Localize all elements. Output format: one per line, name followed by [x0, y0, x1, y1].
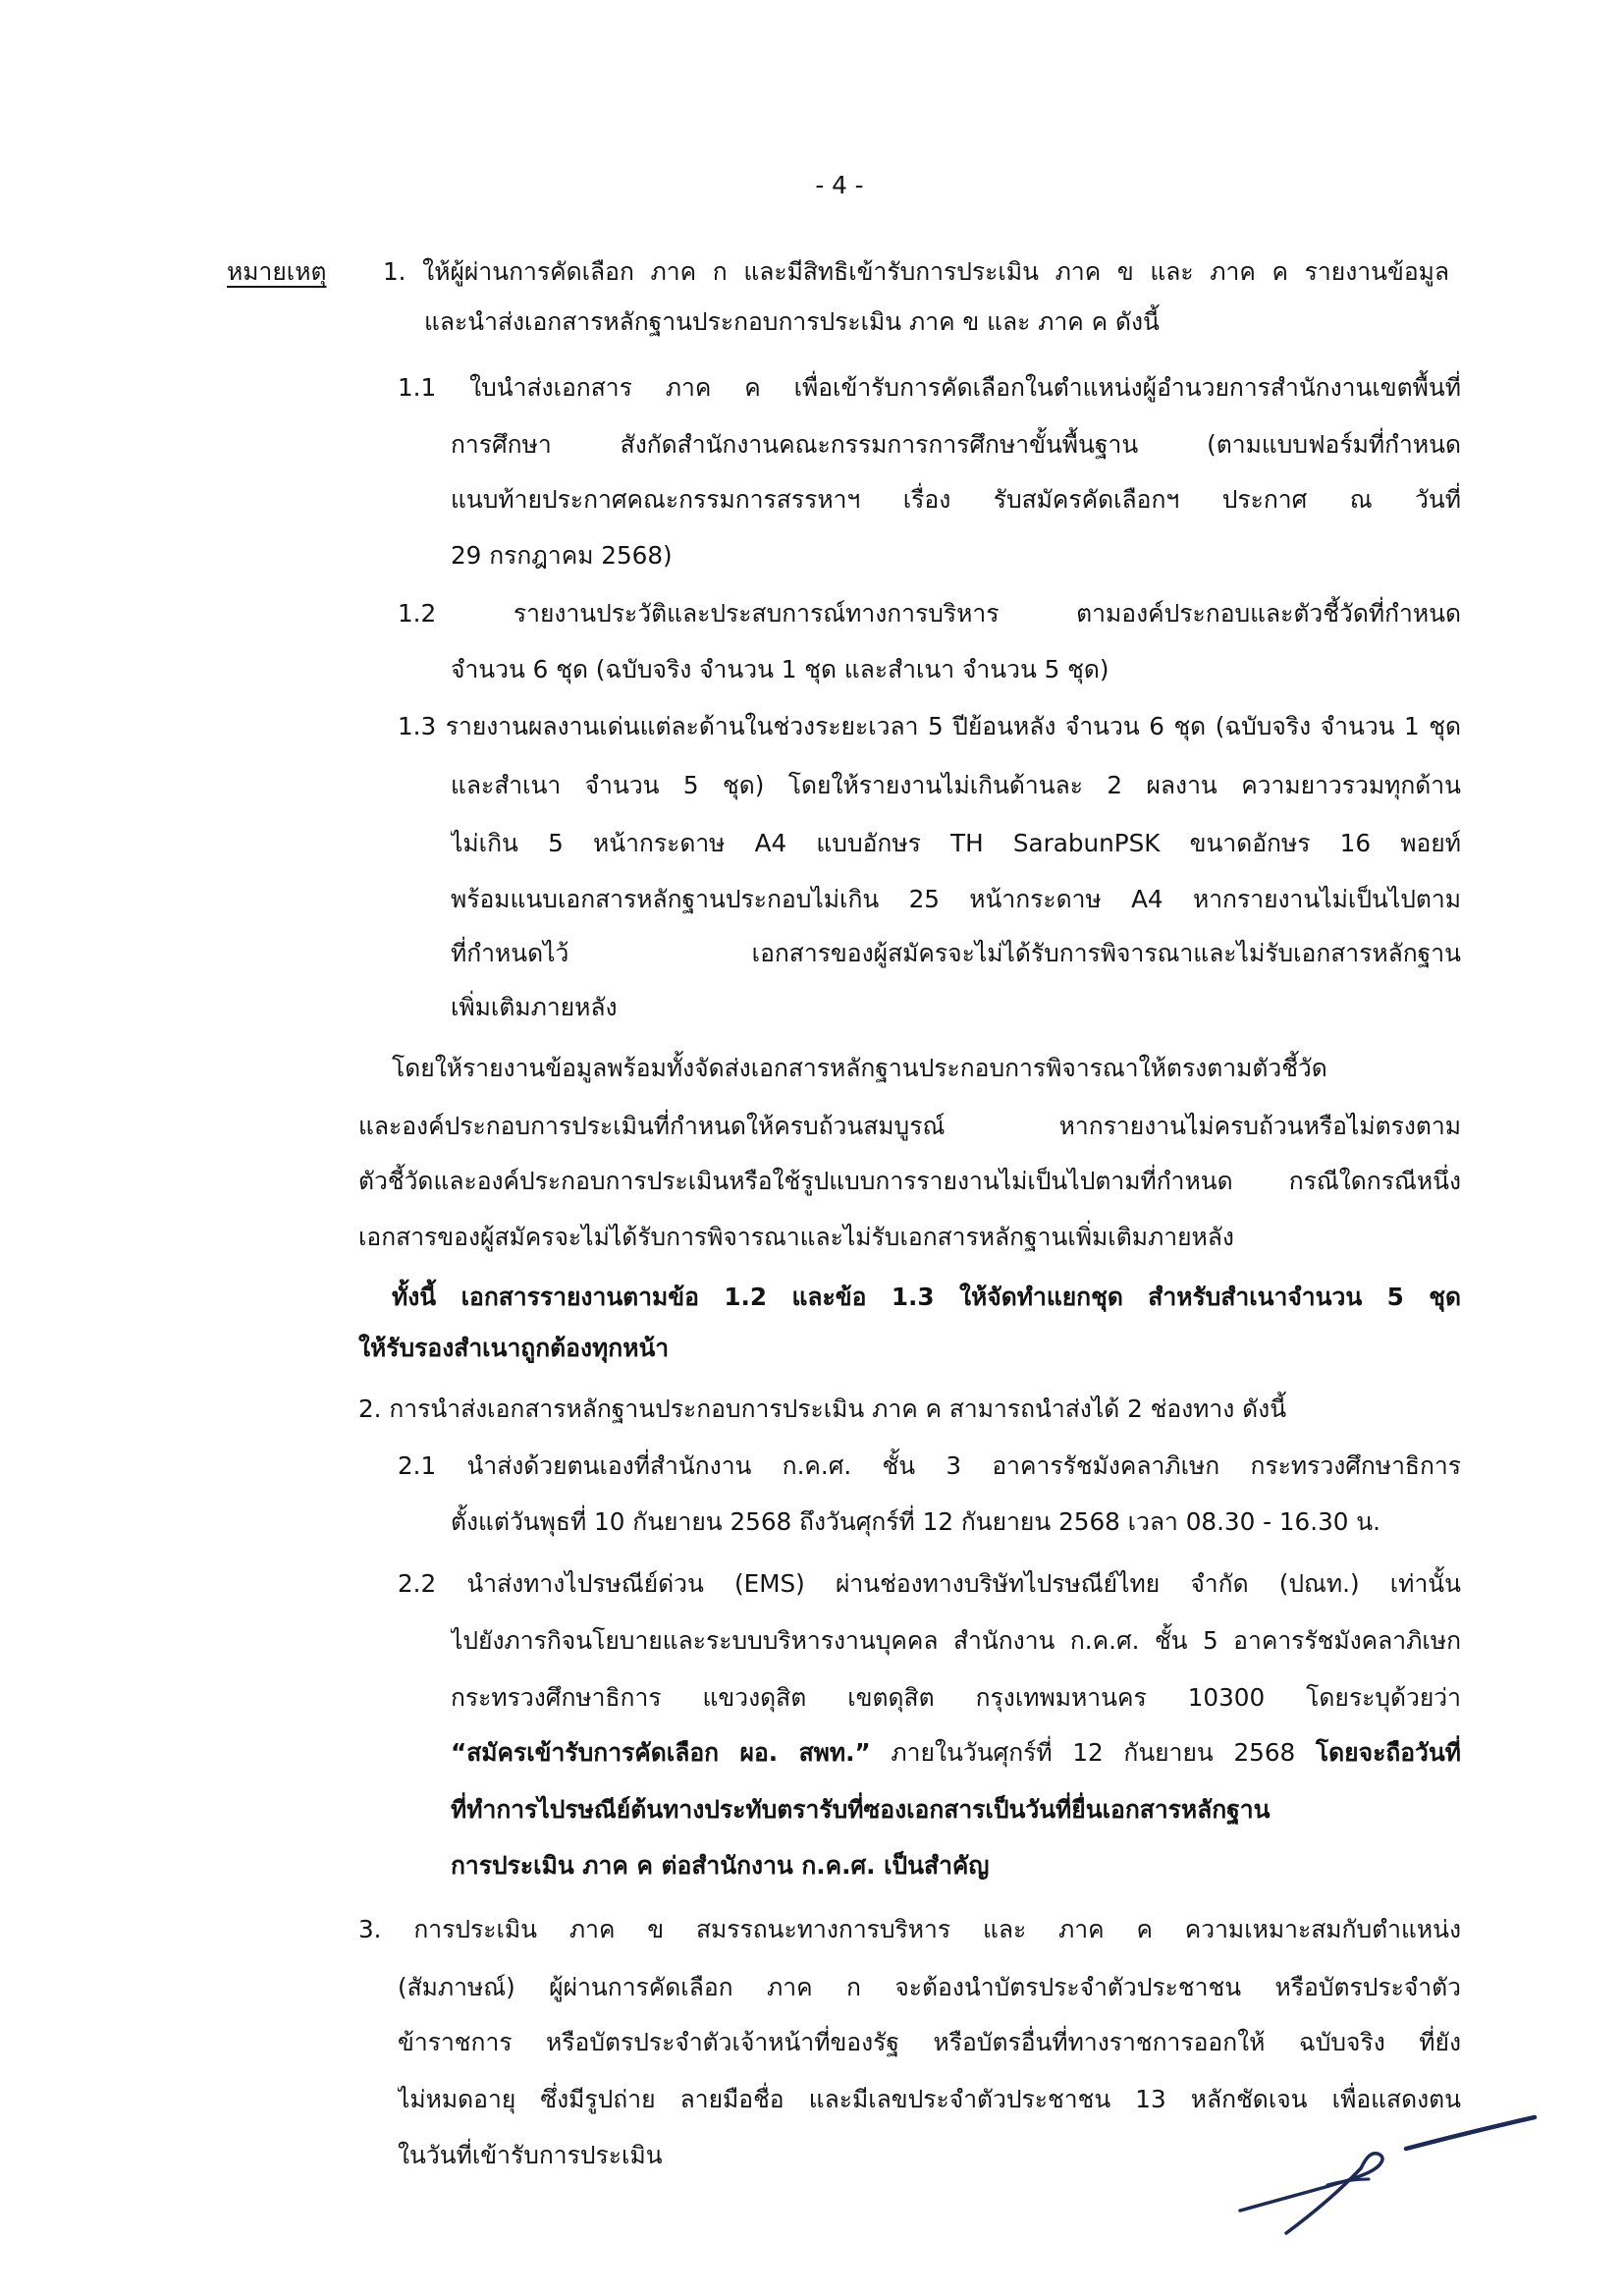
note-item-1-3-line-3: ไม่เกิน 5 หน้ากระดาษ A4 แบบอักษร TH SarabunPSK ขนาดอักษร 16 พอยท์ — [451, 829, 1461, 857]
note-item-2-heading: 2. การนำส่งเอกสารหลักฐานประกอบการประเมิน ภาค ค สามารถนำส่งได้ 2 ช่องทาง ดังนี้ — [358, 1394, 1287, 1423]
application-subject-quote: “สมัครเข้ารับการคัดเลือก ผอ. สพท.” — [451, 1738, 871, 1767]
page-number: - 4 - — [815, 171, 864, 199]
note-item-1-2-line-1: 1.2 รายงานประวัติและประสบการณ์ทางการบริหาร ตามองค์ประกอบและตัวชี้วัดที่กำหนด — [398, 599, 1461, 628]
note-item-1-line-2: และนำส่งเอกสารหลักฐานประกอบการประเมิน ภาค ข และ ภาค ค ดังนี้ — [424, 307, 1160, 336]
signature-swoosh-stroke — [1240, 2154, 1382, 2211]
note-paragraph-line-1: โดยให้รายงานข้อมูลพร้อมทั้งจัดส่งเอกสารหลักฐานประกอบการพิจารณาให้ตรงตามตัวชี้วัด — [392, 1054, 1327, 1082]
note-item-3-line-2: (สัมภาษณ์) ผู้ผ่านการคัดเลือก ภาค ก จะต้องนำบัตรประจำตัวประชาชน หรือบัตรประจำตัว — [398, 1973, 1461, 2001]
note-item-1-2-line-2: จำนวน 6 ชุด (ฉบับจริง จำนวน 1 ชุด และสำเนา จำนวน 5 ชุด) — [451, 655, 1109, 683]
signature-line-stroke — [1406, 2117, 1535, 2149]
handwritten-signature — [1217, 2092, 1551, 2239]
note-item-2-2-line-6: การประเมิน ภาค ค ต่อสำนักงาน ก.ค.ศ. เป็นสำคัญ — [451, 1851, 990, 1880]
note-item-2-2-line-5: ที่ทำการไปรษณีย์ต้นทางประทับตรารับที่ซองเอกสารเป็นวันที่ยื่นเอกสารหลักฐาน — [451, 1795, 1271, 1824]
note-paragraph-line-2: และองค์ประกอบการประเมินที่กำหนดให้ครบถ้วนสมบูรณ์ หากรายงานไม่ครบถ้วนหรือไม่ตรงตาม — [358, 1112, 1461, 1140]
note-item-3-line-3: ข้าราชการ หรือบัตรประจำตัวเจ้าหน้าที่ของรัฐ หรือบัตรอื่นที่ทางราชการออกให้ ฉบับจริง ที่ยัง — [398, 2028, 1461, 2056]
note-item-3-line-5: ในวันที่เข้ารับการประเมิน — [398, 2141, 663, 2169]
note-item-3-line-4: ไม่หมดอายุ ซึ่งมีรูปถ่าย ลายมือชื่อ และมีเลขประจำตัวประชาชน 13 หลักชัดเจน เพื่อแสดงตน — [398, 2085, 1461, 2113]
deadline-text: ภายในวันศุกร์ที่ 12 กันยายน 2568 — [891, 1738, 1296, 1767]
note-item-1-3-line-6: เพิ่มเติมภายหลัง — [451, 993, 618, 1021]
note-bold-paragraph-line-2: ให้รับรองสำเนาถูกต้องทุกหน้า — [358, 1334, 670, 1362]
note-item-2-1-line-1: 2.1 นำส่งด้วยตนเองที่สำนักงาน ก.ค.ศ. ชั้น 3 อาคารรัชมังคลาภิเษก กระทรวงศึกษาธิการ — [398, 1451, 1461, 1480]
note-paragraph-line-3: ตัวชี้วัดและองค์ประกอบการประเมินหรือใช้รูปแบบการรายงานไม่เป็นไปตามที่กำหนด กรณีใดกรณีหนึ่ง — [358, 1167, 1461, 1195]
note-item-2-2-line-4 — [451, 1725, 1461, 1780]
note-item-2-2-line-2: ไปยังภารกิจนโยบายและระบบบริหารงานบุคคล สำนักงาน ก.ค.ศ. ชั้น 5 อาคารรัชมังคลาภิเษก — [451, 1626, 1461, 1655]
note-item-1-1-line-4: 29 กรกฎาคม 2568) — [451, 541, 673, 570]
signature-cross-stroke — [1327, 2179, 1369, 2185]
note-item-2-2-line-3: กระทรวงศึกษาธิการ แขวงดุสิต เขตดุสิต กรุงเทพมหานคร 10300 โดยระบุด้วยว่า — [451, 1683, 1461, 1712]
note-paragraph-line-4: เอกสารของผู้สมัครจะไม่ได้รับการพิจารณาและไม่รับเอกสารหลักฐานเพิ่มเติมภายหลัง — [358, 1223, 1234, 1251]
note-item-1-3-line-4: พร้อมแนบเอกสารหลักฐานประกอบไม่เกิน 25 หน้ากระดาษ A4 หากรายงานไม่เป็นไปตาม — [451, 885, 1461, 913]
note-item-1-3-line-5: ที่กำหนดไว้ เอกสารของผู้สมัครจะไม่ได้รับการพิจารณาและไม่รับเอกสารหลักฐาน — [451, 939, 1461, 967]
signature-tail-stroke — [1286, 2168, 1361, 2233]
note-label: หมายเหตุ — [227, 257, 327, 286]
note-bold-paragraph-line-1: ทั้งนี้ เอกสารรายงานตามข้อ 1.2 และข้อ 1.3 ให้จัดทำแยกชุด สำหรับสำเนาจำนวน 5 ชุด — [392, 1283, 1461, 1311]
note-item-1-1-line-2: การศึกษา สังกัดสำนักงานคณะกรรมการการศึกษาขั้นพื้นฐาน (ตามแบบฟอร์มที่กำหนด — [451, 430, 1461, 459]
note-item-1-3-line-1: 1.3 รายงานผลงานเด่นแต่ละด้านในช่วงระยะเวลา 5 ปีย้อนหลัง จำนวน 6 ชุด (ฉบับจริง จำนวน 1 ชุด — [398, 712, 1461, 740]
note-item-1-1-line-3: แนบท้ายประกาศคณะกรรมการสรรหาฯ เรื่อง รับสมัครคัดเลือกฯ ประกาศ ณ วันที่ — [451, 485, 1461, 514]
postmark-rule-start: โดยจะถือวันที่ — [1315, 1738, 1461, 1767]
note-item-3-line-1: 3. การประเมิน ภาค ข สมรรถนะทางการบริหาร และ ภาค ค ความเหมาะสมกับตำแหน่ง — [358, 1915, 1461, 1943]
note-item-2-2-line-1: 2.2 นำส่งทางไปรษณีย์ด่วน (EMS) ผ่านช่องทางบริษัทไปรษณีย์ไทย จำกัด (ปณท.) เท่านั้น — [398, 1569, 1461, 1598]
note-item-1-line-1: 1. ให้ผู้ผ่านการคัดเลือก ภาค ก และมีสิทธิเข้ารับการประเมิน ภาค ข และ ภาค ค รายงานข้อมูล — [383, 257, 1449, 286]
note-item-2-1-line-2: ตั้งแต่วันพุธที่ 10 กันยายน 2568 ถึงวันศุกร์ที่ 12 กันยายน 2568 เวลา 08.30 - 16.30 น. — [451, 1507, 1380, 1536]
note-item-1-1-line-1: 1.1 ใบนำส่งเอกสาร ภาค ค เพื่อเข้ารับการคัดเลือกในตำแหน่งผู้อำนวยการสำนักงานเขตพื้นที่ — [398, 373, 1461, 402]
note-item-1-3-line-2: และสำเนา จำนวน 5 ชุด) โดยให้รายงานไม่เกินด้านละ 2 ผลงาน ความยาวรวมทุกด้าน — [451, 771, 1461, 799]
